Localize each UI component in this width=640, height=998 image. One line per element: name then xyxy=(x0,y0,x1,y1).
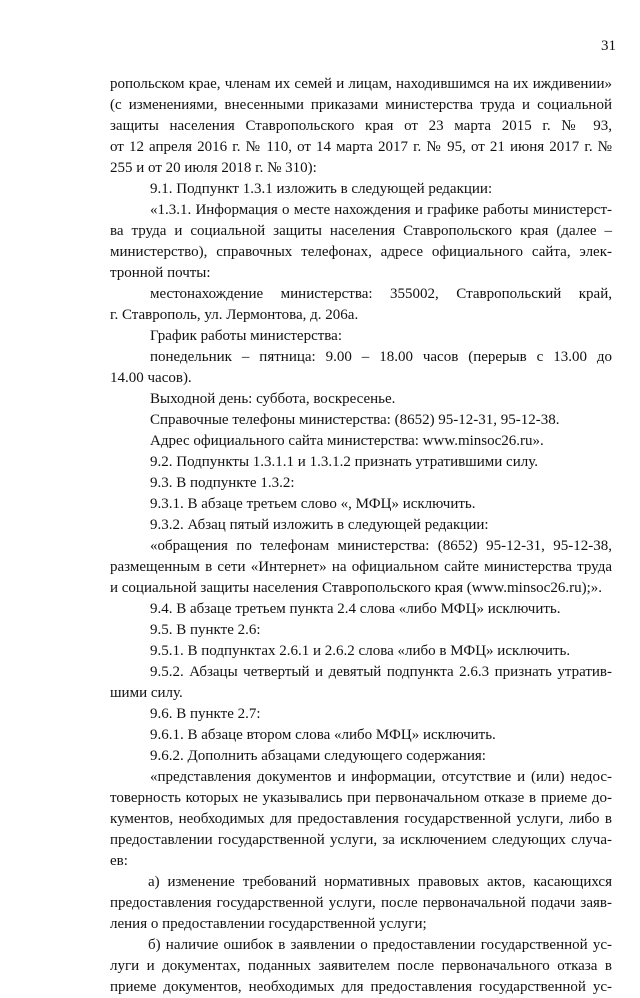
text-line: товерность которых не указывались при первоначальном отказе в приеме до- xyxy=(110,790,612,806)
text-line: понедельник – пятница: 9.00 – 18.00 часов (перерыв с 13.00 до xyxy=(150,349,612,365)
text-line: г. Ставрополь, ул. Лермонтова, д. 206а. xyxy=(110,307,359,323)
text-line: местонахождение министерства: 355002, Ставропольский край, xyxy=(150,286,612,302)
text-line: 9.6. В пункте 2.7: xyxy=(150,706,261,722)
text-line: Выходной день: суббота, воскресенье. xyxy=(150,391,396,407)
text-line: ления о предоставлении государственной услуги; xyxy=(110,916,427,932)
document-body xyxy=(110,74,612,998)
text-line: а) изменение требований нормативных правовых актов, касающихся xyxy=(148,874,612,890)
text-line: ропольском крае, членам их семей и лицам, находившимся на их иждивении» xyxy=(110,76,612,92)
text-line: приеме документов, необходимых для предоставления государственной ус- xyxy=(110,979,612,995)
text-line: Справочные телефоны министерства: (8652) 95-12-31, 95-12-38. xyxy=(150,412,560,428)
text-line: 9.1. Подпункт 1.3.1 изложить в следующей редакции: xyxy=(150,181,493,197)
text-line: б) наличие ошибок в заявлении о предоставлении государственной ус- xyxy=(148,937,612,953)
text-line: 9.4. В абзаце третьем пункта 2.4 слова «либо МФЦ» исключить. xyxy=(150,601,561,617)
text-line: защиты населения Ставропольского края от 23 марта 2015 г. № 93, xyxy=(110,118,612,134)
text-line: 9.3.2. Абзац пятый изложить в следующей редакции: xyxy=(150,517,489,533)
text-line: шими силу. xyxy=(110,685,183,701)
text-line: министерство), справочных телефонах, адресе официального сайта, элек- xyxy=(110,244,612,260)
text-line: и социальной защиты населения Ставропольского края (www.minsoc26.ru);». xyxy=(110,580,602,596)
text-line: 9.6.2. Дополнить абзацами следующего содержания: xyxy=(150,748,486,764)
text-line: «1.3.1. Информация о месте нахождения и графике работы министерст- xyxy=(150,202,612,218)
text-line: 255 и от 20 июля 2018 г. № 310): xyxy=(110,160,317,176)
text-line: размещенным в сети «Интернет» на официальном сайте министерства труда xyxy=(110,559,612,575)
text-line: (с изменениями, внесенными приказами министерства труда и социальной xyxy=(110,97,612,113)
text-line: от 12 апреля 2016 г. № 110, от 14 марта 2017 г. № 95, от 21 июня 2017 г. № xyxy=(110,139,612,155)
text-line: предоставлении государственной услуги, за исключением следующих случа- xyxy=(110,832,612,848)
text-line: 9.5.1. В подпунктах 2.6.1 и 2.6.2 слова «либо в МФЦ» исключить. xyxy=(150,643,571,659)
text-line: ев: xyxy=(110,853,128,869)
text-line: 9.5. В пункте 2.6: xyxy=(150,622,261,638)
text-line: График работы министерства: xyxy=(150,328,343,344)
text-line: 9.3. В подпункте 1.3.2: xyxy=(150,475,295,491)
text-line: кументов, необходимых для предоставления государственной услуги, либо в xyxy=(110,811,612,827)
text-line: 9.6.1. В абзаце втором слова «либо МФЦ» исключить. xyxy=(150,727,496,743)
text-line: Адрес официального сайта министерства: www.minsoc26.ru». xyxy=(150,433,544,449)
text-line: 9.2. Подпункты 1.3.1.1 и 1.3.1.2 признать утратившими силу. xyxy=(150,454,538,470)
text-line: 14.00 часов). xyxy=(110,370,192,386)
text-line: 9.5.2. Абзацы четвертый и девятый подпункта 2.6.3 признать утратив- xyxy=(150,664,612,680)
text-line: тронной почты: xyxy=(110,265,211,281)
text-line: луги и документах, поданных заявителем после первоначального отказа в xyxy=(110,958,612,974)
text-line: «представления документов и информации, отсутствие и (или) недос- xyxy=(150,769,612,785)
page-number: 31 xyxy=(601,38,616,54)
text-line: «обращения по телефонам министерства: (8652) 95-12-31, 95-12-38, xyxy=(150,538,612,554)
text-line: предоставления государственной услуги, после первоначальной подачи заяв- xyxy=(110,895,612,911)
text-line: 9.3.1. В абзаце третьем слово «, МФЦ» исключить. xyxy=(150,496,476,512)
text-line: ва труда и социальной защиты населения Ставропольского края (далее – xyxy=(110,223,612,239)
